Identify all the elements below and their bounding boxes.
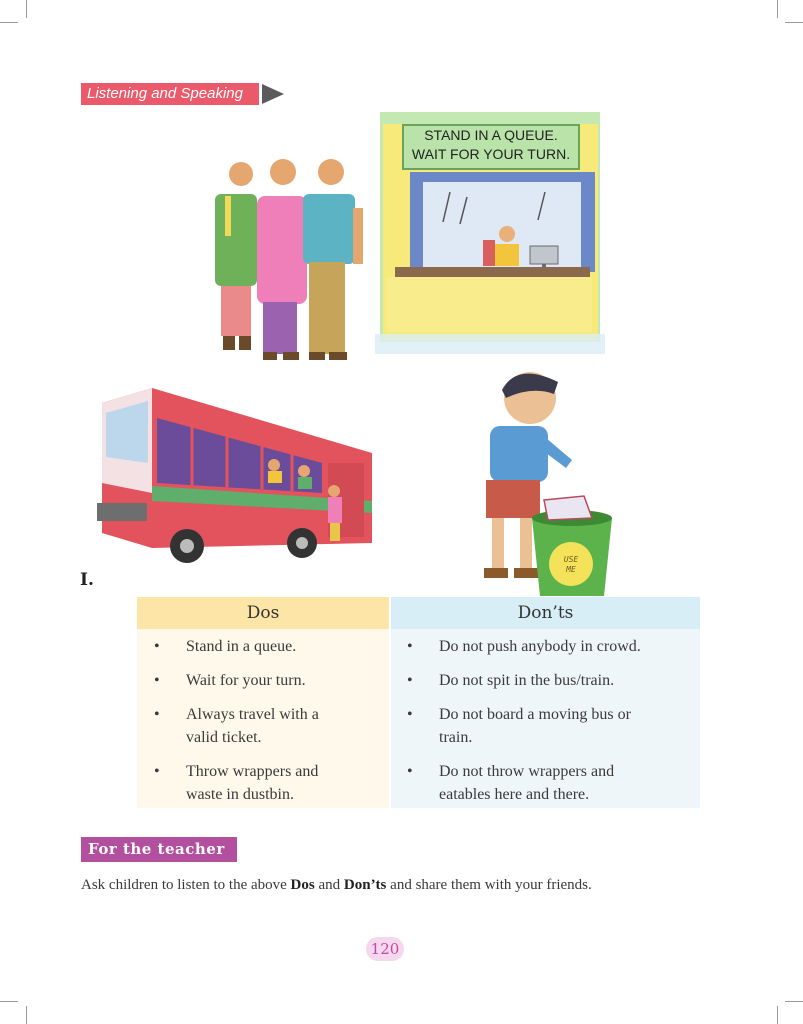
crop-mark	[777, 0, 778, 18]
donts-item	[407, 703, 631, 749]
teacher-note-donts: Don’ts	[343, 877, 387, 893]
dos-item-line: Wait for your turn.	[186, 672, 306, 689]
donts-item	[407, 760, 615, 806]
teacher-note-text: Ask children to listen to the above	[81, 877, 291, 893]
dos-item-line: Stand in a queue.	[186, 638, 297, 655]
teacher-note-text: and	[314, 877, 344, 893]
dos-item-line: valid ticket.	[186, 729, 262, 746]
donts-header: Don’ts	[391, 597, 700, 629]
crop-mark	[785, 1001, 803, 1002]
crop-mark	[785, 22, 803, 23]
dos-header: Dos	[137, 597, 389, 629]
dos-item	[154, 669, 306, 692]
bullet-icon: •	[154, 672, 160, 689]
dos-item-line: waste in dustbin.	[186, 786, 294, 803]
exercise-number: I.	[80, 570, 94, 590]
dos-item	[154, 703, 319, 749]
bullet-icon: •	[407, 763, 413, 780]
dustbin-label-line1: USE	[563, 555, 579, 564]
dos-item	[154, 760, 319, 806]
teacher-note-text: and share them with your friends.	[386, 877, 592, 893]
bullet-icon: •	[154, 706, 160, 723]
crop-mark	[777, 1006, 778, 1024]
donts-item	[407, 669, 615, 692]
bullet-icon: •	[407, 638, 413, 655]
donts-item-line: train.	[439, 729, 473, 746]
play-arrow-icon	[262, 84, 284, 104]
teacher-note	[81, 874, 700, 896]
bullet-icon: •	[154, 638, 160, 655]
dos-column	[137, 597, 389, 808]
teacher-tag: For the teacher	[81, 837, 237, 862]
crop-mark	[26, 0, 27, 18]
bus-illustration	[92, 383, 382, 568]
queue-sign-line1: STAND IN A QUEUE.	[424, 127, 558, 143]
crop-mark	[26, 1006, 27, 1024]
dos-item-line: Throw wrappers and	[186, 763, 319, 780]
teacher-note-dos: Dos	[290, 877, 315, 893]
queue-sign	[402, 124, 580, 170]
dustbin-label-line2: ME	[566, 565, 576, 574]
donts-item-line: Do not board a moving bus or	[439, 706, 631, 723]
bullet-icon: •	[407, 706, 413, 723]
donts-column	[391, 597, 700, 808]
boy-dustbin-illustration	[462, 368, 622, 596]
donts-item-line: eatables here and there.	[439, 786, 590, 803]
dos-donts-table	[137, 597, 700, 808]
bullet-icon: •	[154, 763, 160, 780]
section-tag: Listening and Speaking	[81, 83, 259, 105]
dos-item	[154, 635, 297, 658]
dustbin-label	[548, 555, 594, 575]
donts-item	[407, 635, 641, 658]
donts-item-line: Do not push anybody in crowd.	[439, 638, 641, 655]
bullet-icon: •	[407, 672, 413, 689]
page-number: 120	[366, 937, 404, 961]
crop-mark	[0, 1001, 18, 1002]
donts-item-line: Do not throw wrappers and	[439, 763, 615, 780]
queue-sign-line2: WAIT FOR YOUR TURN.	[411, 146, 571, 162]
crop-mark	[0, 22, 18, 23]
donts-item-line: Do not spit in the bus/train.	[439, 672, 615, 689]
dos-item-line: Always travel with a	[186, 706, 319, 723]
